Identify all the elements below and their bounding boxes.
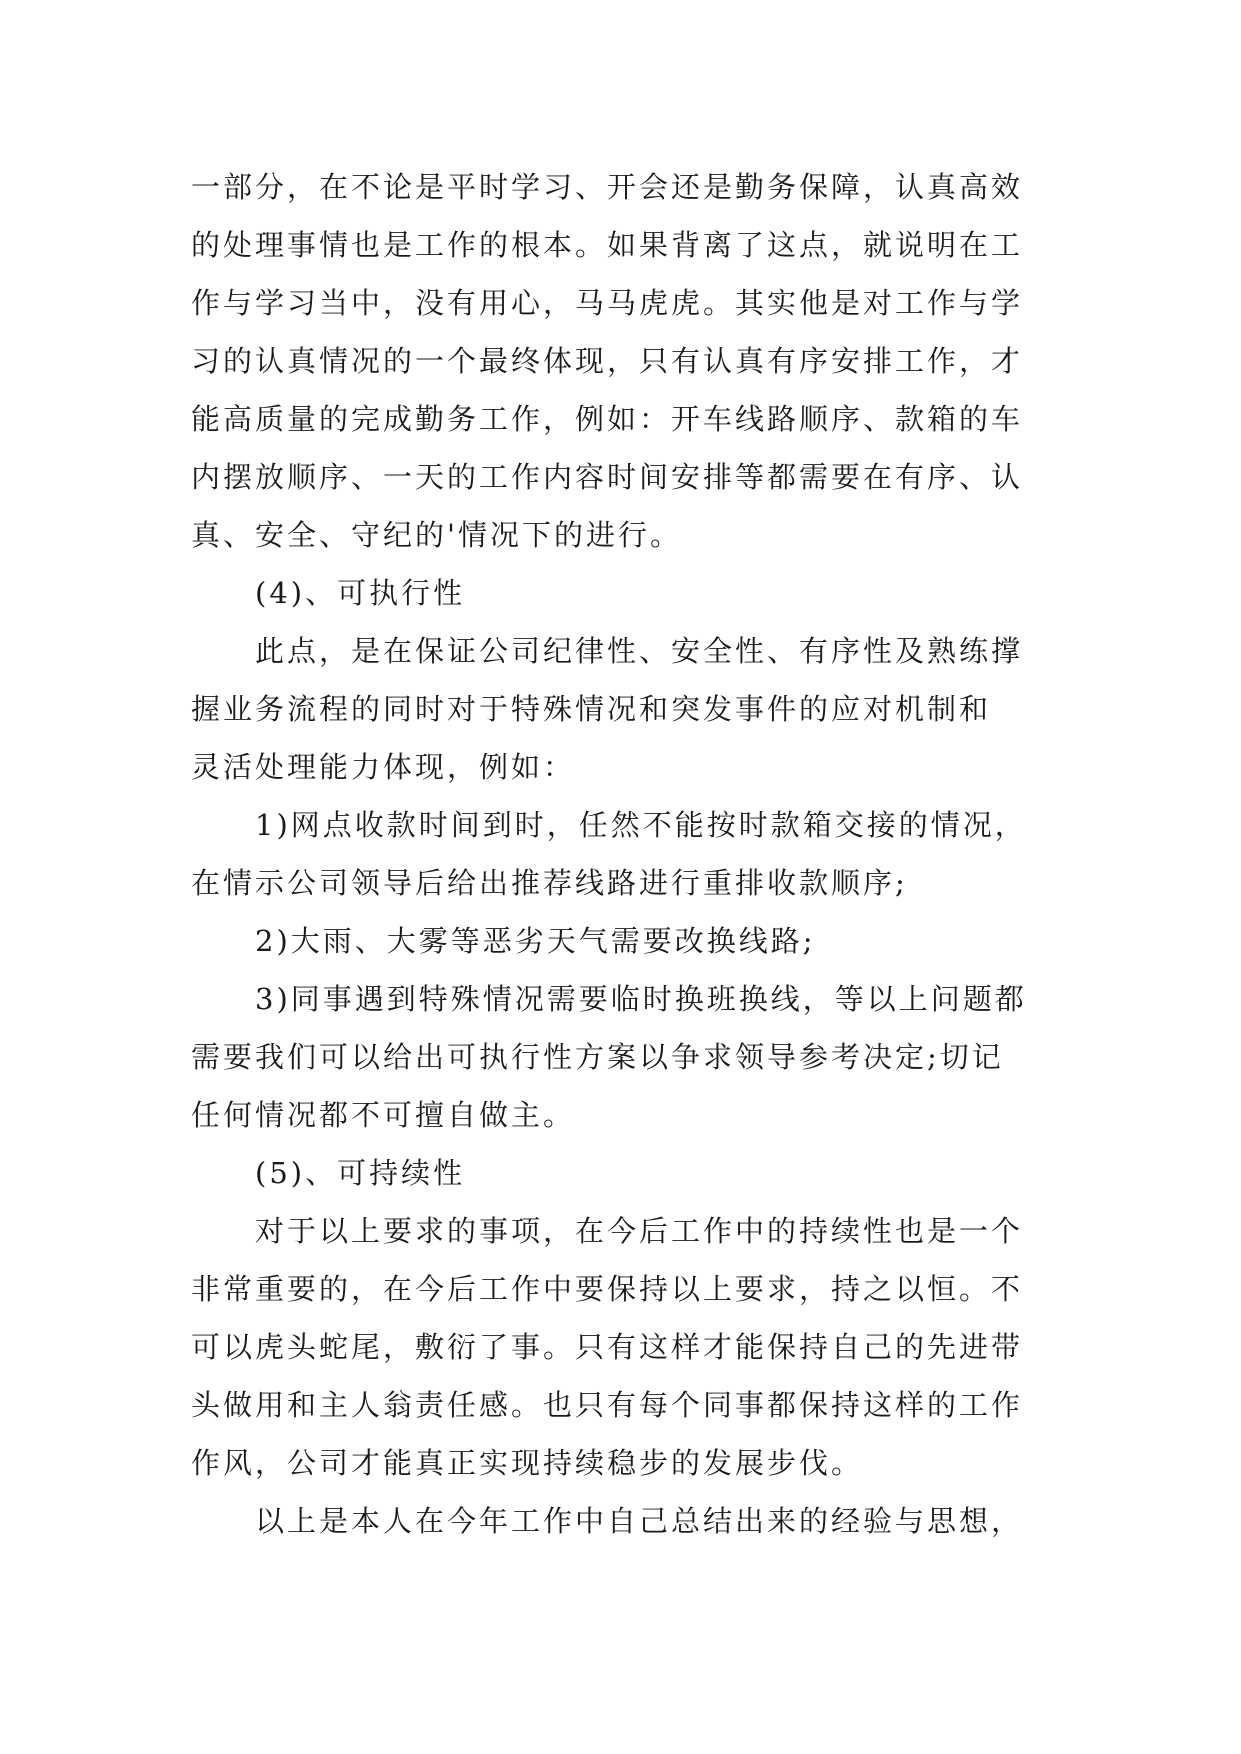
text-line: 作与学习当中，没有用心，马马虎虎。其实他是对工作与学 xyxy=(191,286,1024,320)
text-line: 的处理事情也是工作的根本。如果背离了这点，就说明在工 xyxy=(191,228,1024,262)
text-line: 握业务流程的同时对于特殊情况和突发事件的应对机制和 xyxy=(191,692,992,726)
text-line: 习的认真情况的一个最终体现，只有认真有序安排工作，才 xyxy=(191,344,1024,378)
text-line: 作风，公司才能真正实现持续稳步的发展步伐。 xyxy=(191,1446,864,1480)
text-line: 能高质量的完成勤务工作，例如：开车线路顺序、款箱的车 xyxy=(191,402,1024,436)
text-line: 对于以上要求的事项，在今后工作中的持续性也是一个 xyxy=(255,1214,1024,1248)
list-item: 1)网点收款时间到时，任然不能按时款箱交接的情况， xyxy=(255,808,1027,842)
body-text xyxy=(191,158,1071,1550)
section-heading: (5)、可持续性 xyxy=(255,1156,466,1190)
text-line: 在情示公司领导后给出推荐线路进行重排收款顺序; xyxy=(191,866,908,900)
text-line: 内摆放顺序、一天的工作内容时间安排等都需要在有序、认 xyxy=(191,460,1024,494)
text-line: 任何情况都不可擅自做主。 xyxy=(191,1098,576,1132)
text-line: 一部分，在不论是平时学习、开会还是勤务保障，认真高效 xyxy=(191,170,1024,204)
text-line: 非常重要的，在今后工作中要保持以上要求，持之以恒。不 xyxy=(191,1272,1024,1306)
text-line: 此点，是在保证公司纪律性、安全性、有序性及熟练撑 xyxy=(255,634,1024,668)
list-item: 2)大雨、大雾等恶劣天气需要改换线路; xyxy=(255,924,816,958)
text-line: 头做用和主人翁责任感。也只有每个同事都保持这样的工作 xyxy=(191,1388,1024,1422)
text-line: 需要我们可以给出可执行性方案以争求领导参考决定;切记 xyxy=(191,1040,1004,1074)
text-line: 灵活处理能力体现，例如： xyxy=(191,750,576,784)
section-heading: (4)、可执行性 xyxy=(255,576,466,610)
text-line: 以上是本人在今年工作中自己总结出来的经验与思想， xyxy=(255,1504,1024,1538)
list-item: 3)同事遇到特殊情况需要临时换班换线，等以上问题都 xyxy=(255,982,1027,1016)
text-line: 可以虎头蛇尾，敷衍了事。只有这样才能保持自己的先进带 xyxy=(191,1330,1024,1364)
text-line: 真、安全、守纪的'情况下的进行。 xyxy=(191,518,682,552)
